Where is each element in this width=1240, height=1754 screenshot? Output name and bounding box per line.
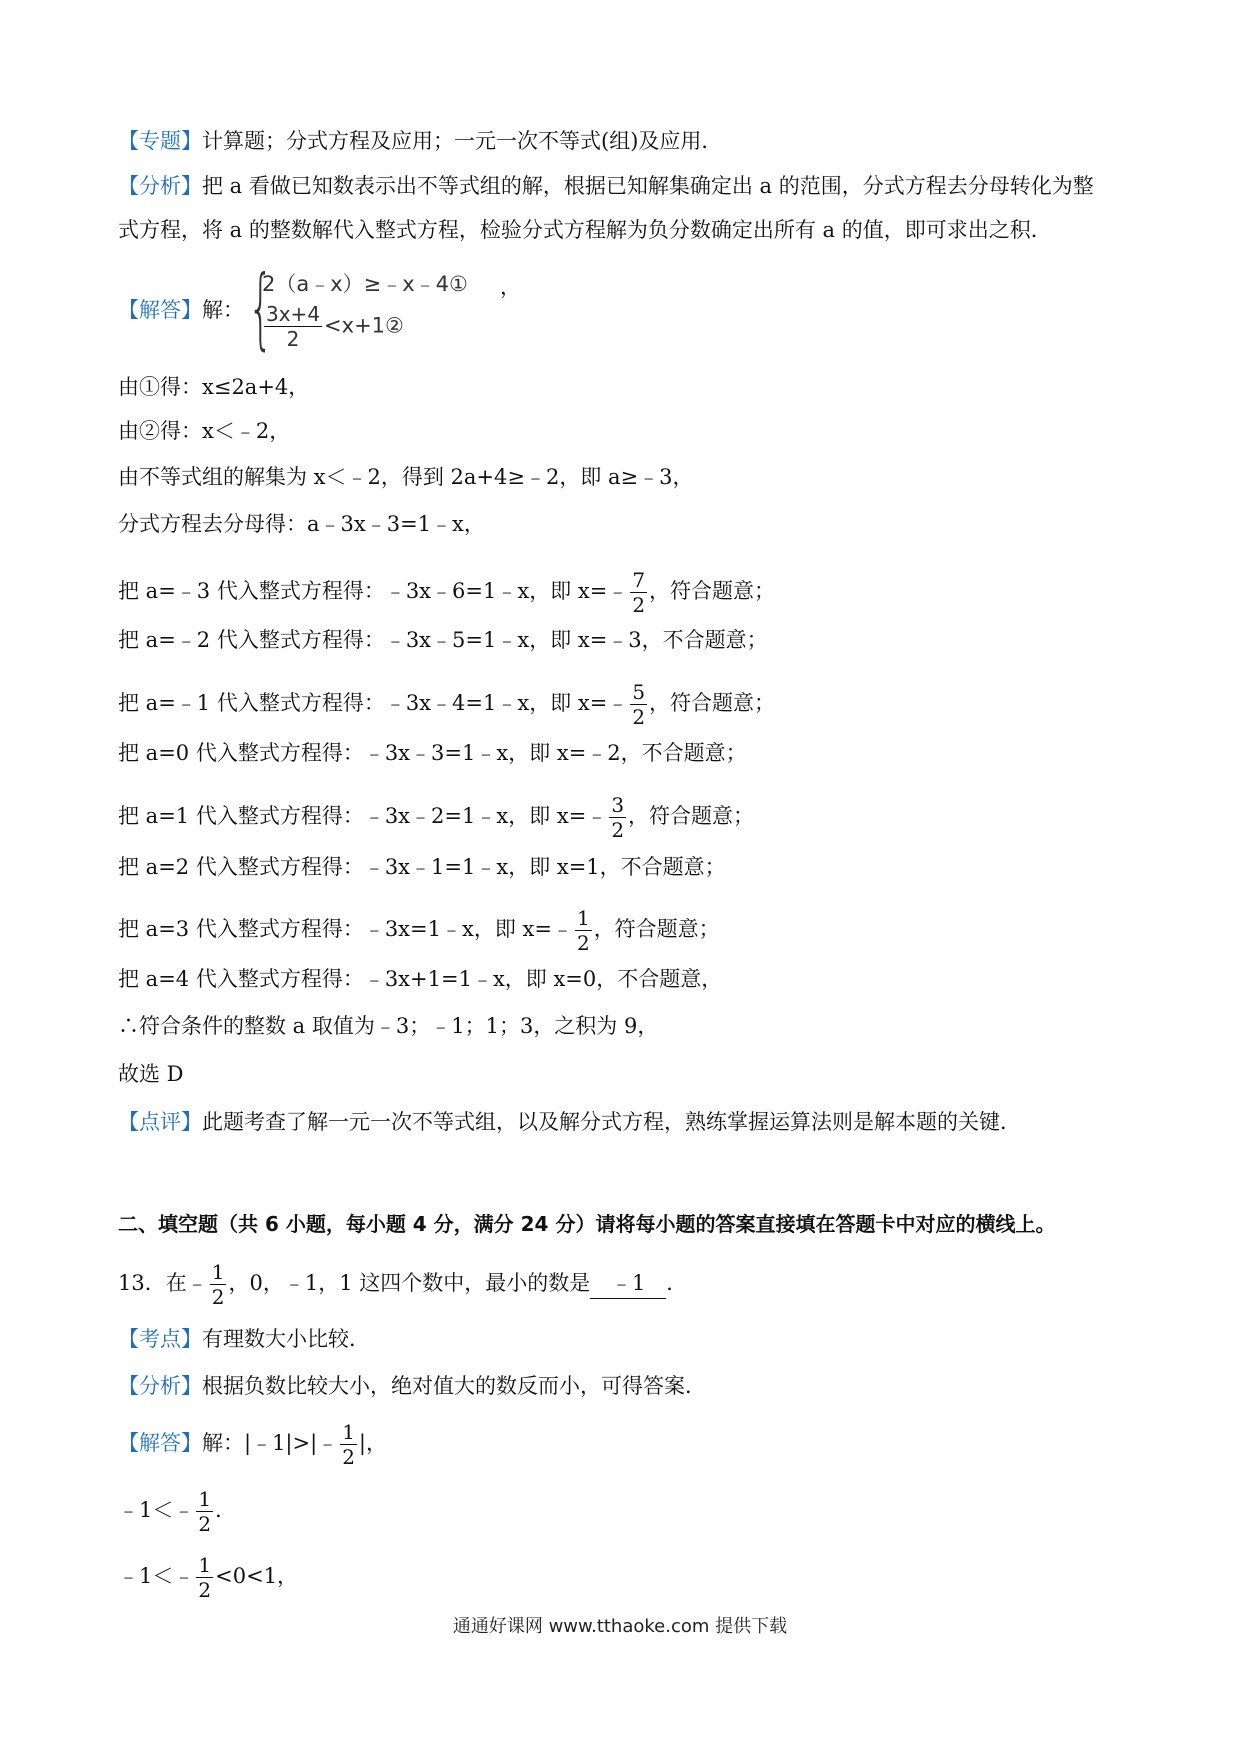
case-post: ，符合题意； (649, 691, 776, 715)
line-from-2: 由②得：x＜﹣2， (118, 419, 291, 443)
line-from-1: 由①得：x≤2a+4， (118, 375, 310, 399)
system-row-1: 2（a﹣x）≥﹣x﹣4① (262, 272, 468, 296)
q13-answer-blank: ﹣1 (590, 1268, 666, 1299)
line-solution-set: 由不等式组的解集为 x＜﹣2，得到 2a+4≥﹣2，即 a≥﹣3， (118, 465, 694, 489)
dianping-text: 此题考查了解一元一次不等式组，以及解分式方程，熟练掌握运算法则是解本题的关键． (202, 1110, 1021, 1134)
case-post: ，符合题意； (593, 917, 720, 941)
q13-line-3-post: <0<1， (215, 1564, 299, 1588)
case-fraction (575, 908, 592, 953)
dianping-tag: 【点评】 (118, 1110, 202, 1134)
q13-jieda-post: |， (358, 1431, 387, 1455)
case-line (118, 682, 775, 727)
page-footer: 通通好课网 www.tthaoke.com 提供下载 (452, 1616, 788, 1637)
case-fraction-den: 2 (632, 593, 646, 617)
case-fraction-num: 5 (632, 680, 646, 704)
line-denominator: 分式方程去分母得：a﹣3x﹣3=1﹣x， (118, 512, 485, 536)
q13-jieda-fraction-den: 2 (342, 1445, 355, 1469)
case-line: 把 a=2 代入整式方程得：﹣3x﹣1=1﹣x，即 x=1，不合题意； (118, 855, 726, 879)
case-fraction-num: 1 (576, 906, 590, 930)
conclusion-line: ∴符合条件的整数 a 取值为﹣3；﹣1；1；3，之积为 9， (118, 1014, 659, 1038)
kaodian-line (118, 1324, 370, 1354)
q13-fenxi-tag: 【分析】 (118, 1374, 202, 1398)
fenxi-tag: 【分析】 (118, 174, 202, 198)
q13-fenxi-text: 根据负数比较大小，绝对值大的数反而小，可得答案． (202, 1374, 706, 1398)
fenxi-line-1 (118, 171, 1094, 201)
jieda-tag: 【解答】 (118, 298, 202, 322)
case-line: 把 a=4 代入整式方程得：﹣3x+1=1﹣x，即 x=0，不合题意， (118, 967, 723, 991)
case-line (118, 570, 775, 615)
q13-jieda-tag: 【解答】 (118, 1431, 202, 1455)
inequality-system (248, 256, 508, 360)
section-heading: 二、填空题（共 6 小题，每小题 4 分，满分 24 分）请将每小题的答案直接填在答题卡中对应的横线上。 (118, 1212, 1056, 1236)
zhuanti-tag: 【专题】 (118, 129, 202, 153)
case-fraction-den: 2 (632, 705, 646, 729)
q13-line-2-den: 2 (198, 1512, 212, 1536)
left-brace: { (248, 256, 274, 359)
case-line (118, 795, 754, 840)
q13-line-2-num: 1 (198, 1487, 212, 1511)
case-fraction (609, 795, 626, 840)
case-fraction (630, 682, 647, 727)
case-fraction-den: 2 (576, 931, 590, 955)
case-pre: 把 a=3 代入整式方程得：﹣3x=1﹣x，即 x=﹣ (118, 917, 573, 941)
case-line: 把 a=﹣2 代入整式方程得：﹣3x﹣5=1﹣x，即 x=﹣3，不合题意； (118, 628, 768, 652)
q13-line-2-fraction (196, 1489, 213, 1534)
case-fraction (630, 570, 647, 615)
zhuanti-line (118, 126, 722, 156)
fenxi-line-2 (118, 215, 1052, 245)
kaodian-text: 有理数大小比较． (202, 1327, 370, 1351)
system-row-2-rest: <x+1② (324, 313, 404, 338)
q13-line-2 (118, 1489, 236, 1534)
q13-jieda-fraction-num: 1 (342, 1420, 355, 1444)
fenxi-text-1: 把 a 看做已知数表示出不等式组的解，根据已知解集确定出 a 的范围，分式方程去分母转化为整 (202, 174, 1094, 198)
jieda-prefix: 解： (202, 298, 244, 322)
kaodian-tag: 【考点】 (118, 1327, 202, 1351)
q13-pre: 13．在﹣ (118, 1271, 208, 1295)
system-row-2 (262, 304, 404, 349)
q13-line-2-post: ． (215, 1498, 237, 1522)
zhuanti-text: 计算题；分式方程及应用；一元一次不等式(组)及应用． (202, 129, 723, 153)
fenxi-text-2: 式方程，将 a 的整数解代入整式方程，检验分式方程解为负分数确定出所有 a 的值，即可求出之积． (118, 218, 1052, 242)
case-fraction-num: 3 (611, 793, 625, 817)
q13-fenxi-line (118, 1371, 706, 1401)
case-pre: 把 a=1 代入整式方程得：﹣3x﹣2=1﹣x，即 x=﹣ (118, 804, 608, 828)
jieda-line (118, 295, 244, 325)
case-post: ，符合题意； (628, 804, 755, 828)
system-fraction (264, 304, 322, 349)
q13-line-3 (118, 1555, 298, 1600)
system-comma: ， (500, 275, 521, 299)
case-fraction-num: 7 (632, 568, 646, 592)
choice-line: 故选 D (118, 1062, 184, 1086)
dianping-line (118, 1107, 1021, 1137)
q13-fraction-num: 1 (211, 1260, 225, 1284)
q13-line-3-pre: ﹣1＜﹣ (118, 1564, 195, 1588)
q13-jieda-pre: 解：|﹣1|>|﹣ (202, 1431, 339, 1455)
q13-line-2-pre: ﹣1＜﹣ (118, 1498, 195, 1522)
case-fraction-den: 2 (611, 818, 625, 842)
q13-jieda-line (118, 1422, 387, 1467)
q13-jieda-fraction (340, 1422, 357, 1467)
q13-stem (118, 1262, 687, 1307)
q13-fraction (210, 1262, 227, 1307)
q13-line-3-den: 2 (198, 1578, 212, 1602)
q13-end: ． (666, 1271, 688, 1295)
q13-fraction-den: 2 (211, 1285, 225, 1309)
case-pre: 把 a=﹣1 代入整式方程得：﹣3x﹣4=1﹣x，即 x=﹣ (118, 691, 629, 715)
q13-mid: ，0，﹣1，1 这四个数中，最小的数是 (228, 1271, 591, 1295)
q13-line-3-num: 1 (198, 1553, 212, 1577)
case-post: ，符合题意； (649, 579, 776, 603)
system-fraction-den: 2 (286, 327, 300, 351)
case-line (118, 908, 720, 953)
case-line: 把 a=0 代入整式方程得：﹣3x﹣3=1﹣x，即 x=﹣2，不合题意； (118, 741, 747, 765)
case-pre: 把 a=﹣3 代入整式方程得：﹣3x﹣6=1﹣x，即 x=﹣ (118, 579, 629, 603)
system-fraction-num: 3x+4 (266, 302, 321, 326)
q13-line-3-fraction (196, 1555, 213, 1600)
